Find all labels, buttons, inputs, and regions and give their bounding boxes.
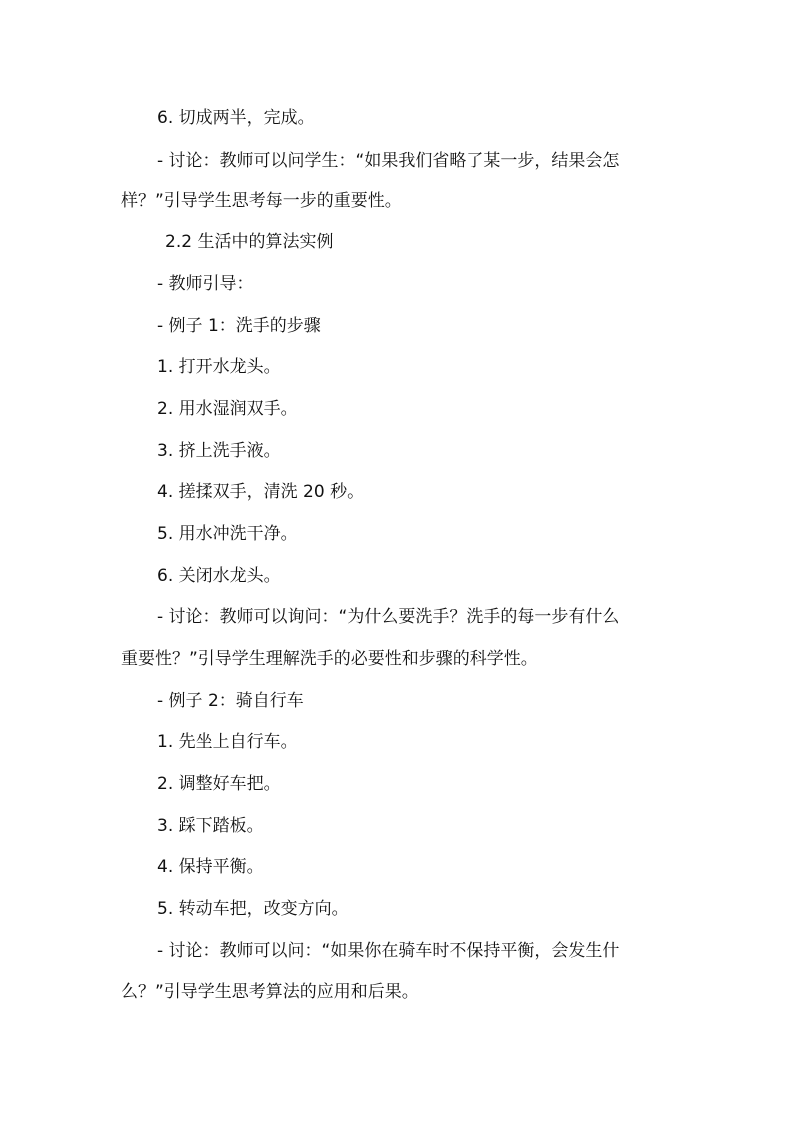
- teacher-guide-label: - 教师引导：: [157, 274, 254, 294]
- example-2-step-2: 2. 调整好车把。: [157, 774, 281, 794]
- discussion-3-line-1: - 讨论：教师可以问：“如果你在骑车时不保持平衡，会发生什: [157, 941, 620, 961]
- discussion-3-line-2: 么？”引导学生思考算法的应用和后果。: [121, 982, 419, 1002]
- example-2-step-3: 3. 踩下踏板。: [157, 816, 264, 836]
- step-6-cut-halves: 6. 切成两半，完成。: [157, 108, 315, 128]
- example-2-title: - 例子 2：骑自行车: [157, 691, 304, 711]
- example-2-step-1: 1. 先坐上自行车。: [157, 732, 298, 752]
- discussion-1-line-2: 样？”引导学生思考每一步的重要性。: [121, 191, 402, 211]
- discussion-1-line-1: - 讨论：教师可以问学生：“如果我们省略了某一步，结果会怎: [157, 151, 620, 171]
- example-1-step-6: 6. 关闭水龙头。: [157, 566, 281, 586]
- example-1-title: - 例子 1：洗手的步骤: [157, 316, 321, 336]
- example-2-step-5: 5. 转动车把，改变方向。: [157, 899, 349, 919]
- example-1-step-3: 3. 挤上洗手液。: [157, 441, 281, 461]
- discussion-2-line-1: - 讨论：教师可以询问：“为什么要洗手？洗手的每一步有什么: [157, 607, 620, 627]
- example-1-step-5: 5. 用水冲洗干净。: [157, 524, 298, 544]
- section-heading-2-2: 2.2 生活中的算法实例: [165, 232, 334, 252]
- discussion-2-line-2: 重要性？”引导学生理解洗手的必要性和步骤的科学性。: [121, 649, 538, 669]
- example-1-step-1: 1. 打开水龙头。: [157, 357, 281, 377]
- example-1-step-2: 2. 用水湿润双手。: [157, 399, 298, 419]
- example-1-step-4: 4. 搓揉双手，清洗 20 秒。: [157, 482, 365, 502]
- example-2-step-4: 4. 保持平衡。: [157, 857, 264, 877]
